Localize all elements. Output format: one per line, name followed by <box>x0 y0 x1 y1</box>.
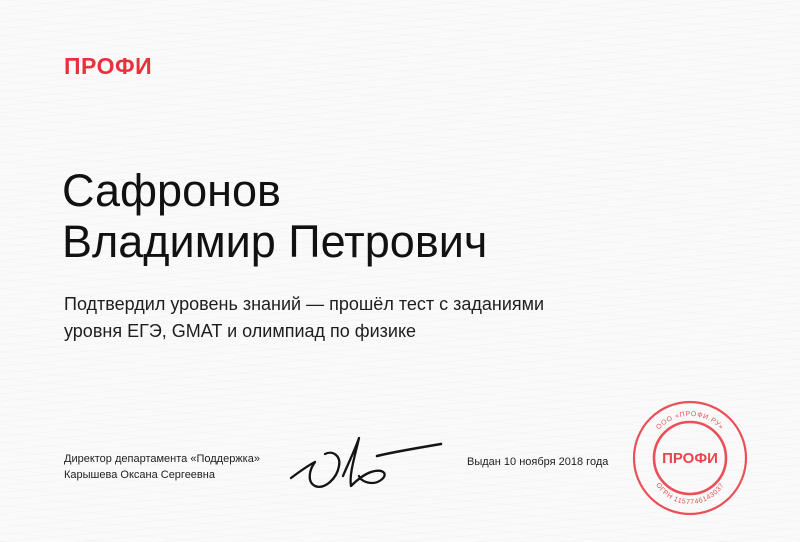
achievement-text <box>64 291 664 345</box>
achievement-line-2: уровня ЕГЭ, GMAT и олимпиад по физике <box>64 321 417 341</box>
recipient-last-name: Сафронов <box>62 165 281 216</box>
handwritten-signature <box>285 420 455 500</box>
stamp-center-text: ПРОФИ <box>662 450 718 467</box>
profi-logo: ПРОФИ <box>64 53 153 79</box>
signer-title: Директор департамента «Поддержка» <box>64 453 260 465</box>
recipient-first-names: Владимир Петрович <box>62 216 488 267</box>
stamp-ring-bottom-text: ОГРН 1157746143037 <box>654 481 726 507</box>
issue-date: Выдан 10 ноября 2018 года <box>467 456 609 468</box>
signer-block <box>64 451 260 483</box>
company-stamp <box>630 398 750 518</box>
recipient-name <box>62 165 487 267</box>
stamp-ring-top-text: ООО «ПРОФИ.РУ» <box>655 410 725 432</box>
achievement-line-1: Подтвердил уровень знаний — прошёл тест с заданиями <box>64 294 545 314</box>
signer-name: Карышева Оксана Сергеевна <box>64 469 215 481</box>
